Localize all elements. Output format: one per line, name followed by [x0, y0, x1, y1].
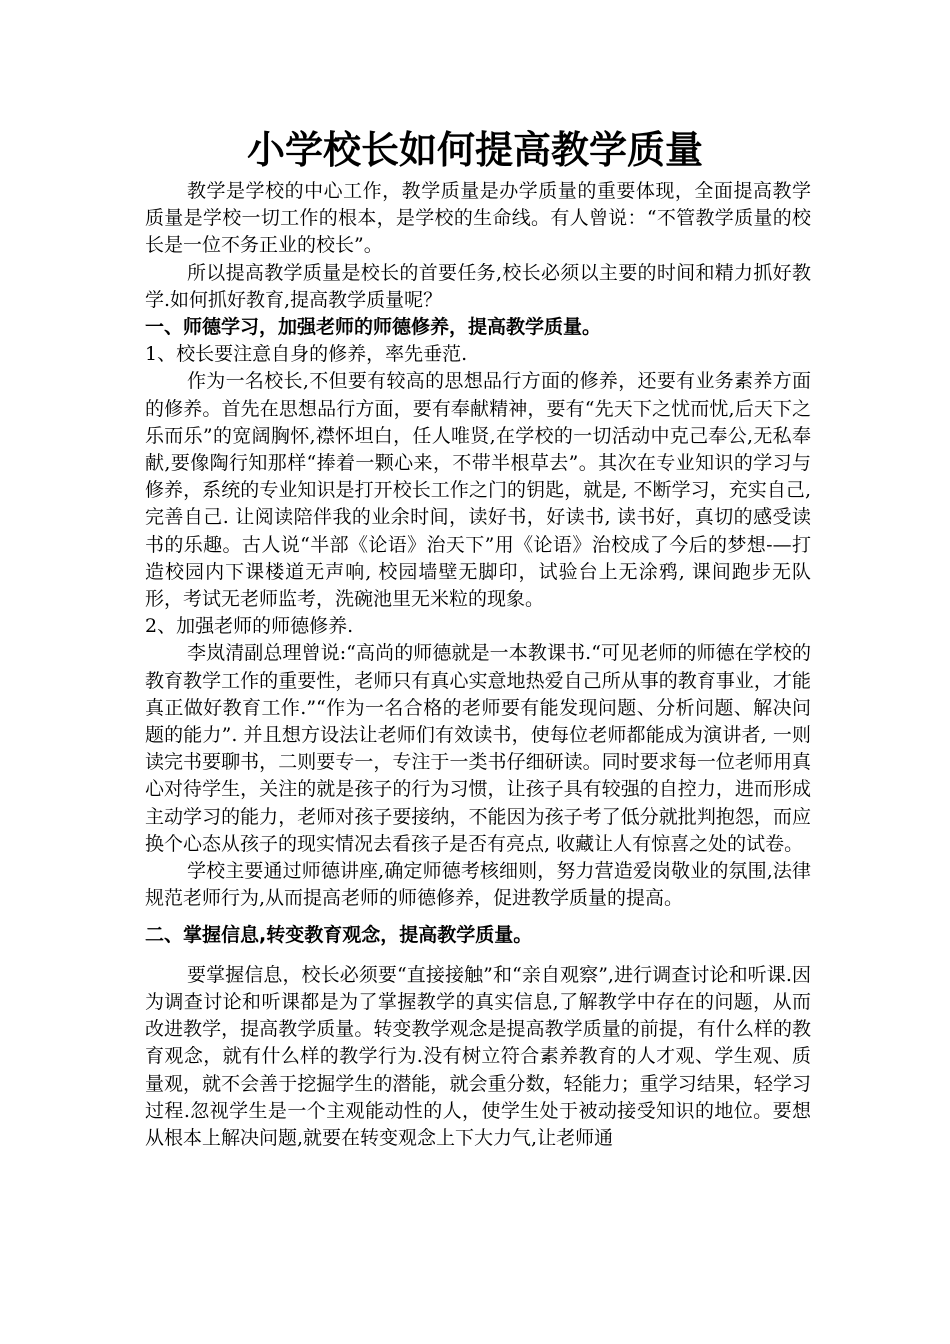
intro-paragraph-1: 教学是学校的中心工作，教学质量是办学质量的重要体现，全面提高教学质量是学校一切工作的根本，是学校的生命线。有人曾说：“不管教学质量的校长是一位不务正业的校长”。	[145, 180, 811, 257]
section-1-paragraph-1: 作为一名校长,不但要有较高的思想品行方面的修养，还要有业务素养方面的修养。首先在思想品行方面，要有奉献精神，要有“先天下之忧而忧,后天下之乐而乐”的宽阔胸怀,襟怀坦白，任人唯贤,在学校的一切活动中克己奉公,无私奉献,要像陶行知那样“捧着一颗心来，不带半根草去”。其次在专业知识的学习与修养，系统的专业知识是打开校长工作之门的钥匙，就是, 不断学习，充实自己,完善自己. 让阅读陪伴我的业余时间，读好书，好读书, 读书好，真切的感受读书的乐趣。古人说“半部《论语》治天下”用《论语》治校成了今后的梦想-—打造校园内下课楼道无声响, 校园墙壁无脚印，试验台上无涂鸦, 课间跑步无队形，考试无老师监考，洗碗池里无米粒的现象。	[145, 370, 811, 611]
section-2-heading: 二、掌握信息,转变教育观念，提高教学质量。	[145, 924, 533, 947]
section-1-subheading-2: 2、加强老师的师德修养.	[145, 615, 354, 638]
section-2-paragraph-1: 要掌握信息，校长必须要“直接接触”和“亲自观察”,进行调查讨论和听课.因为调查讨论和听课都是为了掌握教学的真实信息,了解教学中存在的问题，从而改进教学，提高教学质量。转变教学观念是提高教学质量的前提，有什么样的教育观念，就有什么样的教学行为.没有树立符合素养教育的人才观、学生观、质量观，就不会善于挖掘学生的潜能，就会重分数，轻能力；重学习结果，轻学习过程.忽视学生是一个主观能动性的人，使学生处于被动接受知识的地位。要想从根本上解决问题,就要在转变观念上下大力气,让老师通	[145, 963, 811, 1149]
section-1-subheading-1: 1、校长要注意自身的修养，率先垂范.	[145, 343, 468, 366]
document-body	[145, 178, 811, 1152]
section-1-heading: 一、师德学习，加强老师的师德修养，提高教学质量。	[145, 316, 602, 339]
section-1-paragraph-2: 李岚清副总理曾说:“高尚的师德就是一本教课书.“可见老师的师德在学校的教育教学工作的重要性，老师只有真心实意地热爱自己所从事的教育事业，才能真正做好教育工作.”“作为一名合格的老师要有能发现问题、分析问题、解决问题的能力”. 并且想方设法让老师们有效读书，使每位老师都能成为演讲者, 一则读完书要聊书，二则要专一，专注于一类书仔细研读。同时要求每一位老师用真心对待学生，关注的就是孩子的行为习惯，让孩子具有较强的自控力，进而形成主动学习的能力，老师对孩子要接纳，不能因为孩子考了低分就批判抱怨，而应换个心态从孩子的现实情况去看孩子是否有亮点, 收藏让人有惊喜之处的试卷。	[145, 642, 811, 855]
section-1-paragraph-3: 学校主要通过师德讲座,确定师德考核细则，努力营造爱岗敬业的氛围,法律规范老师行为,从而提高老师的师德修养，促进教学质量的提高。	[145, 860, 811, 910]
document-title: 小学校长如何提高教学质量	[246, 127, 703, 172]
intro-paragraph-2: 所以提高教学质量是校长的首要任务,校长必须以主要的时间和精力抓好教学.如何抓好教育,提高教学质量呢？	[145, 261, 811, 311]
